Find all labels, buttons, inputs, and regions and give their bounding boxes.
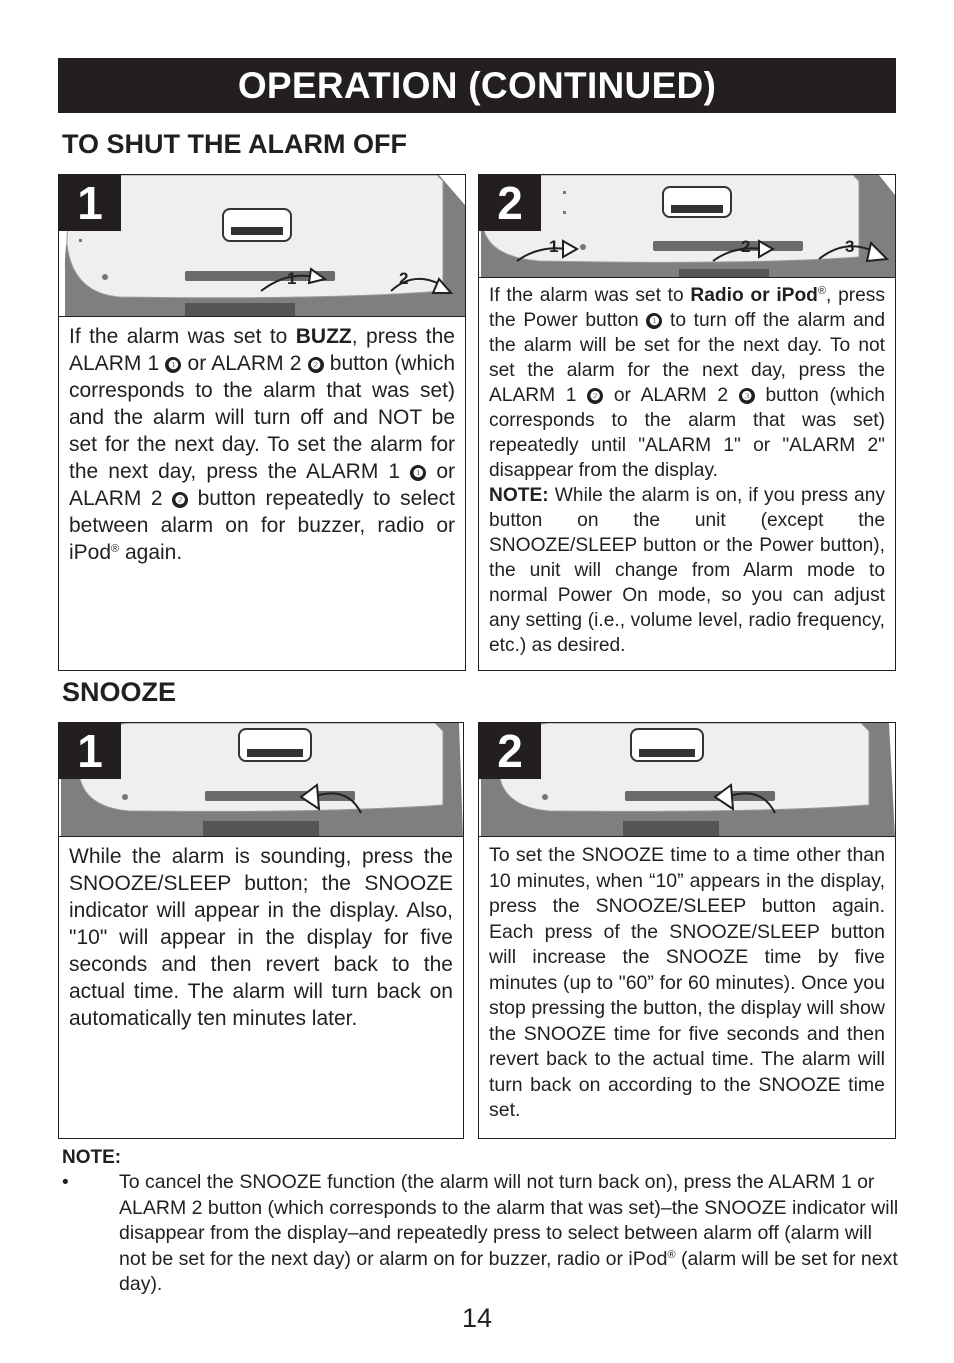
snooze-step-2-text: To set the SNOOZE time to a time other than 10 minutes, when “10” appears in the display, press the SNOOZE/SLEEP button again. Each press of the SNOOZE/SLEEP button will increase the SNOOZE time by five minutes (up to "60” for 60 minutes). Once you stop pressing the button, the display will show the SNOOZE time for five seconds and then revert back to the actual time. The alarm will turn back on according to the SNOOZE time set. (489, 844, 885, 1121)
alarm2-marker: ❷ (308, 357, 324, 373)
alarm-off-step-2-panel (478, 174, 896, 671)
alarm-off-step-2-text: If the alarm was set to Radio or iPod®, press the Power button ❶ to turn off the alarm and the alarm will be set for the next day. To not set the alarm for the next day, press the ALARM 1 ❷ or ALARM 2 ❸ button (which corresponds to the alarm that was set) repeatedly until "ALARM 1" or "ALARM 2" disappear from the display. NOTE: While the alarm is on, if you press any button on the unit (except the SNOOZE/SLEEP button or the Power button), the unit will change from Alarm mode to normal Power On mode, so you can adjust any setting (i.e., volume level, radio frequency, etc.) as desired. (489, 285, 886, 656)
callout-number-1: 1 (549, 237, 559, 256)
alarm1-marker: ❷ (587, 388, 603, 404)
section-title-snooze: SNOOZE (62, 677, 177, 707)
section-title-alarm-off: TO SHUT THE ALARM OFF (62, 129, 407, 159)
bullet: • (62, 1172, 69, 1193)
snooze-step-1-text: While the alarm is sounding, press the SNOOZE/SLEEP button; the SNOOZE indicator will appear in the display. Also, "10" will appear in the display for five seconds and then revert back to the actual time. The alarm will turn back on automatically ten minutes later. (69, 845, 453, 1030)
alarm2-marker: ❷ (172, 492, 188, 508)
callout-number-1: 1 (287, 269, 297, 288)
alarm-clock-illustration (479, 175, 895, 278)
callout-number-3: 3 (845, 237, 855, 256)
note-title: NOTE: (62, 1147, 122, 1168)
callout-arrow-1 (515, 233, 581, 269)
step-number: 2 (479, 723, 541, 779)
callout-number-2: 2 (741, 237, 751, 256)
pointer-arrow (291, 777, 367, 817)
alarm1-marker: ❶ (410, 465, 426, 481)
step-number: 1 (59, 175, 121, 231)
note-label: NOTE: (489, 485, 549, 506)
alarm-clock-illustration (479, 723, 895, 837)
snooze-step-1-panel (58, 722, 464, 1139)
step-number: 2 (479, 175, 541, 231)
step-number: 1 (59, 723, 121, 779)
alarm-clock-illustration (59, 175, 465, 317)
alarm-off-step-1-text: If the alarm was set to BUZZ, press the ALARM 1 ❶ or ALARM 2 ❷ button (which corresponds to the alarm that was set) and the alarm will turn off and NOT be set for the next day. To set the alarm for the next day, press the ALARM 1 ❶ or ALARM 2 ❷ button repeatedly to select between alarm on for buzzer, radio or iPod® again. (69, 325, 456, 564)
alarm-off-step-1-panel (58, 174, 466, 671)
snooze-step-2-panel (478, 722, 896, 1139)
alarm1-marker: ❶ (165, 357, 181, 373)
alarm-clock-illustration (59, 723, 463, 837)
power-marker: ❶ (646, 313, 662, 329)
note-text: To cancel the SNOOZE function (the alarm will not turn back on), press the ALARM 1 or ALARM 2 button (which corresponds to the alarm that was set)–the SNOOZE indicator will disappear from the display–and repeatedly press to select between alarm off (alarm will not be set for the next day) or alarm on for buzzer, radio or iPod® (alarm will be set for next day). (119, 1171, 899, 1295)
page-number: 14 (461, 1303, 493, 1333)
page-header: OPERATION (CONTINUED) (58, 58, 896, 113)
alarm2-marker: ❸ (739, 388, 755, 404)
pointer-arrow (705, 777, 781, 817)
callout-number-2: 2 (399, 269, 409, 288)
